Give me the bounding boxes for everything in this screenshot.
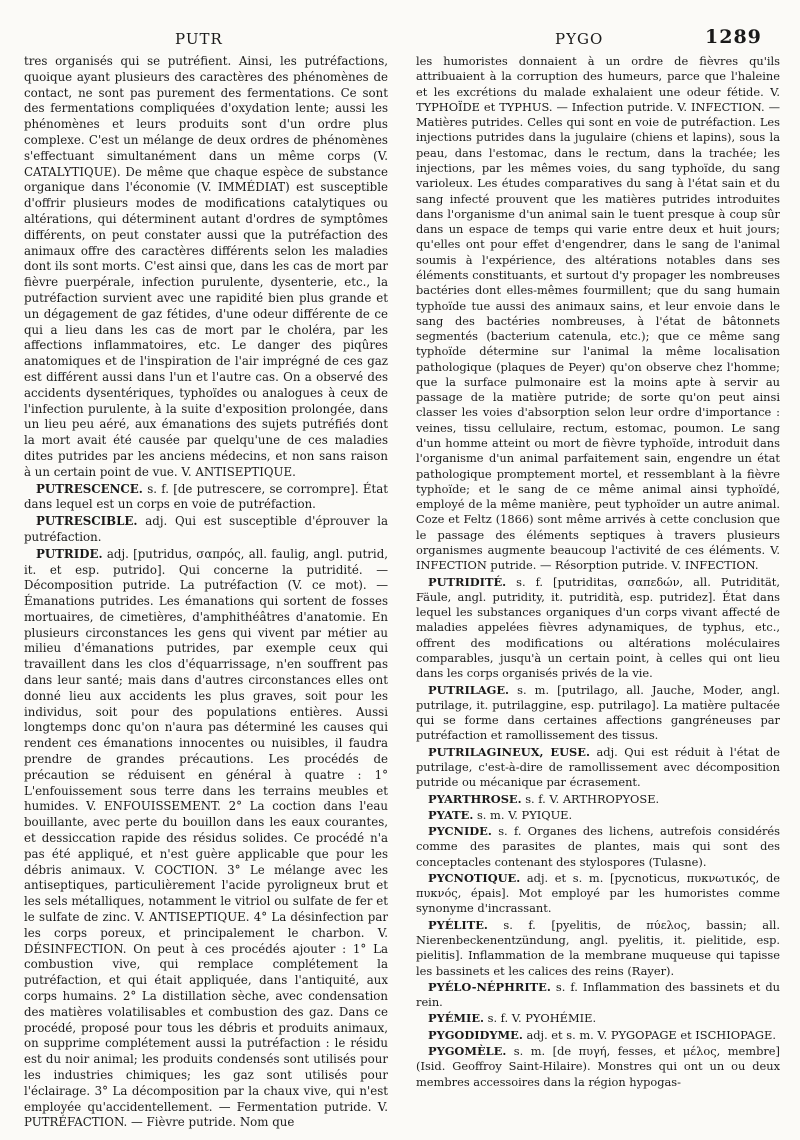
entry-text: s. f. [pyelitis, de πύελος, bassin; all. Nierenbeckenentzündung, angl. pyelitis, it. pielitide, esp. pielitis]. Inflammation de la membrane muqueuse qui tapisse les bassinets et les calices des reins (Rayer). bbox=[416, 917, 781, 978]
entry-headword: PYCNOTIQUE. bbox=[428, 870, 521, 885]
dictionary-entry bbox=[416, 1044, 780, 1090]
entry-headword: PYÉLITE. bbox=[428, 917, 488, 932]
entry-text: s. m. [de πυγή, fesses, et μέλος, membre] (Isid. Geoffroy Saint-Hilaire). Monstres qui ont un ou deux membres accessoires dans la région hypogas- bbox=[416, 1044, 780, 1089]
left-running-head: PUTR bbox=[175, 30, 223, 48]
entry-headword: PUTRILAGINEUX, EUSE. bbox=[428, 744, 590, 759]
right-running-head: PYGO bbox=[555, 30, 604, 48]
page-number: 1289 bbox=[705, 26, 762, 48]
dictionary-entry bbox=[416, 1011, 780, 1026]
continuation-paragraph: tres organisés qui se putréfient. Ainsi, les putréfactions, quoique ayant plusieurs des caractères des phénomènes de contact, ne sont pas purement des fermentations. Ce sont des fermentations compliquées d'oxydation lente; aussi les phénomènes et leurs produits sont d'un ordre plus complexe. C'est un mélange de deux ordres de phénomènes s'effectuant simultanément dans un même corps (V. CATALYTIQUE). De même que chaque espèce de substance organique dans l'économie (V. IMMÉDIAT) est susceptible d'offrir plusieurs modes de modifications catalytiques ou altérations, qui déterminent autant d'ordres de symptômes différents, on peut constater aussi que la putréfaction des animaux offre des caractères différents selon les maladies dont ils sont morts. C'est ainsi que, dans les cas de mort par fièvre puerpérale, infection purulente, dysenterie, etc., la putréfaction survient avec une rapidité bien plus grande et un dégagement de gaz fétides, d'une odeur différente de ce qui a lieu dans les cas de mort par le choléra, par les affections inflammatoires, etc. Le danger des piqûres anatomiques et de l'inspiration de l'air imprégné de ces gaz est différent aussi dans l'un et l'autre cas. On a observé des accidents dysentériques, typhoïdes ou analogues à ceux de l'infection purulente, à la suite d'exposition prolongée, dans un lieu peu aéré, aux émanations des sujets putréfiés dont la mort avait été causée par quelqu'une de ces maladies dites putrides par les anciens médecins, et non sans raison à un certain point de vue. V. ANTISEPTIQUE. bbox=[24, 54, 388, 479]
dictionary-entry bbox=[24, 547, 388, 1131]
entry-headword: PUTRESCIBLE. bbox=[36, 514, 138, 529]
dictionary-entry bbox=[416, 980, 780, 1011]
dictionary-entry bbox=[416, 683, 780, 744]
dictionary-entry bbox=[416, 1028, 780, 1043]
entry-text: s. m. V. PYIQUE. bbox=[476, 807, 573, 822]
dictionary-entry bbox=[416, 575, 780, 682]
entry-text: adj. et s. m. [pycnoticus, πυκνωτικός, de πυκνός, épais]. Mot employé par les humoristes comme synonyme d'incrassant. bbox=[416, 870, 780, 916]
dictionary-entry bbox=[24, 482, 388, 514]
entry-headword: PYCNIDE. bbox=[428, 824, 492, 839]
entry-headword: PYARTHROSE. bbox=[428, 791, 522, 806]
dictionary-entry bbox=[416, 792, 780, 807]
dictionary-entry bbox=[416, 808, 780, 823]
entry-text: adj. et s. m. V. PYGOPAGE et ISCHIOPAGE. bbox=[526, 1027, 776, 1042]
entry-headword: PYÉLO-NÉPHRITE. bbox=[428, 979, 551, 994]
entry-text: s. m. [putrilago, all. Jauche, Moder, angl. putrilage, it. putrilaggine, esp. putrilago]. La matière pultacée qui se forme dans certaines affections gangréneuses par putréfaction et ramollissement des tissus. bbox=[416, 682, 780, 743]
dictionary-entry bbox=[416, 824, 780, 870]
entry-headword: PYGODIDYME. bbox=[428, 1027, 523, 1042]
entry-text: s. f. Inflammation des bassinets et du rein. bbox=[416, 979, 780, 1010]
entry-headword: PUTRIDE. bbox=[36, 546, 103, 561]
entry-headword: PYGOMÈLE. bbox=[428, 1044, 507, 1058]
left-column bbox=[24, 54, 388, 1131]
entry-text: adj. Qui est susceptible d'éprouver la putréfaction. bbox=[24, 514, 389, 544]
dictionary-entry bbox=[416, 918, 780, 979]
dictionary-entry bbox=[24, 514, 388, 546]
right-column bbox=[416, 54, 780, 1090]
running-header bbox=[0, 26, 800, 52]
dictionary-entry bbox=[416, 871, 780, 917]
entry-text: s. f. V. PYOHÉMIE. bbox=[487, 1011, 597, 1026]
entry-headword: PUTRESCENCE. bbox=[36, 481, 143, 496]
dictionary-entry bbox=[416, 745, 780, 791]
entry-headword: PUTRILAGE. bbox=[428, 682, 509, 697]
entry-text: adj. [putridus, σαπρός, all. faulig, angl. putrid, it. et esp. putrido]. Qui concerne la putridité. — Décomposition putride. La putréfaction (V. ce mot). — Émanations putrides. Les émanations qui sortent de fosses mortuaires, de cimetières, d'amphithéâtres d'anatomie. En plusieurs circonstances les gens qui vivent par métier au milieu d'émanations putrides, par exemple ceux qui travaillent dans les clos d'équarrissage, n'en souffrent pas dans leur santé; mais dans d'autres circonstances elles ont donné lieu aux accidents les plus graves, soit pour les individus, soit pour des populations entières. Aussi longtemps donc qu'on n'aura pas déterminé les causes qui rendent ces émanations innocentes ou nuisibles, il faudra prendre de grandes précautions. Les procédés de précaution se réduisent en général à quatre : 1° L'enfouissement sous terre dans les terrains meubles et humides. V. ENFOUISSEMENT. 2° La coction dans l'eau bouillante, avec perte du bouillon dans les eaux courantes, et dessiccation rapide des résidus solides. Ce procédé n'a pas été appliqué, et n'est guère applicable que pour les débris animaux. V. COCTION. 3° Le mélange avec les antiseptiques, particulièrement l'acide pyroligneux brut et les sels métalliques, notamment le vitriol ou sulfate de fer et le sulfate de zinc. V. ANTISEPTIQUE. 4° La désinfection par les corps poreux, et principalement le charbon. V. DÉSINFECTION. On peut à ces procédés ajouter : 1° La combustion vive, qui remplace complétement la putréfaction, et qui était appliquée, dans l'antiquité, aux corps humains. 2° La distillation sèche, avec condensation des matières volatilisables et combustion des gaz. Dans ce procédé, proposé pour tous les débris et produits animaux, on supprime complétement aussi la putréfaction : le résidu est du noir animal; les produits condensés sont utilisés pour les industries chimiques; les gaz sont utilisés pour l'éclairage. 3° La décomposition par la chaux vive, qui n'est employée qu'accidentellement. — Fermentation putride. V. PUTRÉFACTION. — Fièvre putride. Nom que bbox=[24, 546, 389, 1130]
continuation-paragraph: les humoristes donnaient à un ordre de fièvres qu'ils attribuaient à la corruption des humeurs, parce que l'haleine et les excrétions du malade exhalaient une odeur fétide. V. TYPHOÏDE et TYPHUS. — Infection putride. V. INFECTION. — Matières putrides. Celles qui sont en voie de putréfaction. Les injections putrides dans la jugulaire (chiens et lapins), sous la peau, dans l'estomac, dans le rectum, dans la trachée; les injections, par les mêmes voies, du sang typhoïde, du sang varioleux. Les études comparatives du sang à l'état sain et du sang infecté prouvent que les matières putrides introduites dans l'organisme d'un animal sain le tuent presque à coup sûr dans un espace de temps qui varie entre deux et huit jours; qu'elles ont pour effet d'engendrer, dans le sang de l'animal soumis à l'expérience, des altérations notables dans ses éléments constituants, et surtout d'y propager les nombreuses bactéries dont elles-mêmes fourmillent; que du sang humain typhoïde tue aussi des animaux sains, et leur envoie dans le sang des bactéries nombreuses, à l'état de bâtonnets segmentés (bacterium catenula, etc.); que ce même sang typhoïde détermine sur l'animal la même localisation pathologique (plaques de Peyer) qu'on observe chez l'homme; que la surface pulmonaire est la moins apte à servir au passage de la matière putride; de sorte qu'on peut ainsi classer les voies d'absorption selon leur ordre d'importance : veines, tissu cellulaire, rectum, estomac, poumon. Le sang d'un homme atteint ou mort de fièvre typhoïde, introduit dans l'organisme d'un animal parfaitement sain, engendre un état pathologique promptement mortel, et ressemblant à la fièvre typhoïde; et le sang de ce même animal ainsi typhoïdé, employé de la même manière, peut typhoïder un autre animal. Coze et Feltz (1866) sont même arrivés à cette conclusion que le passage des éléments septiques à travers plusieurs organismes augmente beaucoup l'activité de ces éléments. V. INFECTION putride. — Résorption putride. V. INFECTION. bbox=[416, 54, 780, 573]
entry-text: s. f. Organes des lichens, autrefois considérés comme des parasites de plantes, mais qui sont des conceptacles contenant des stylospores (Tulasne). bbox=[416, 824, 780, 869]
entry-text: s. f. V. ARTHROPYOSE. bbox=[525, 791, 660, 806]
entry-headword: PYÉMIE. bbox=[428, 1011, 484, 1026]
entry-headword: PYATE. bbox=[428, 807, 474, 822]
entry-headword: PUTRIDITÉ. bbox=[428, 574, 507, 589]
entry-text: s. f. [de putrescere, se corrompre]. État dans lequel est un corps en voie de putréfaction. bbox=[24, 481, 388, 512]
entry-text: adj. Qui est réduit à l'état de putrilage, c'est-à-dire de ramollissement avec décomposition putride ou mécanique par écrasement. bbox=[416, 744, 780, 790]
entry-text: s. f. [putriditas, σαπεδών, all. Putridität, Fäule, angl. putridity, it. putridità, esp. putridez]. État dans lequel les substances organiques d'un corps vivant affecté de maladies appelées fièvres adynamiques, de typhus, etc., offrent des modifications ou altérations moléculaires comparables, jusqu'à un certain point, à celles qui ont lieu dans les corps organisés privés de la vie. bbox=[416, 574, 780, 681]
